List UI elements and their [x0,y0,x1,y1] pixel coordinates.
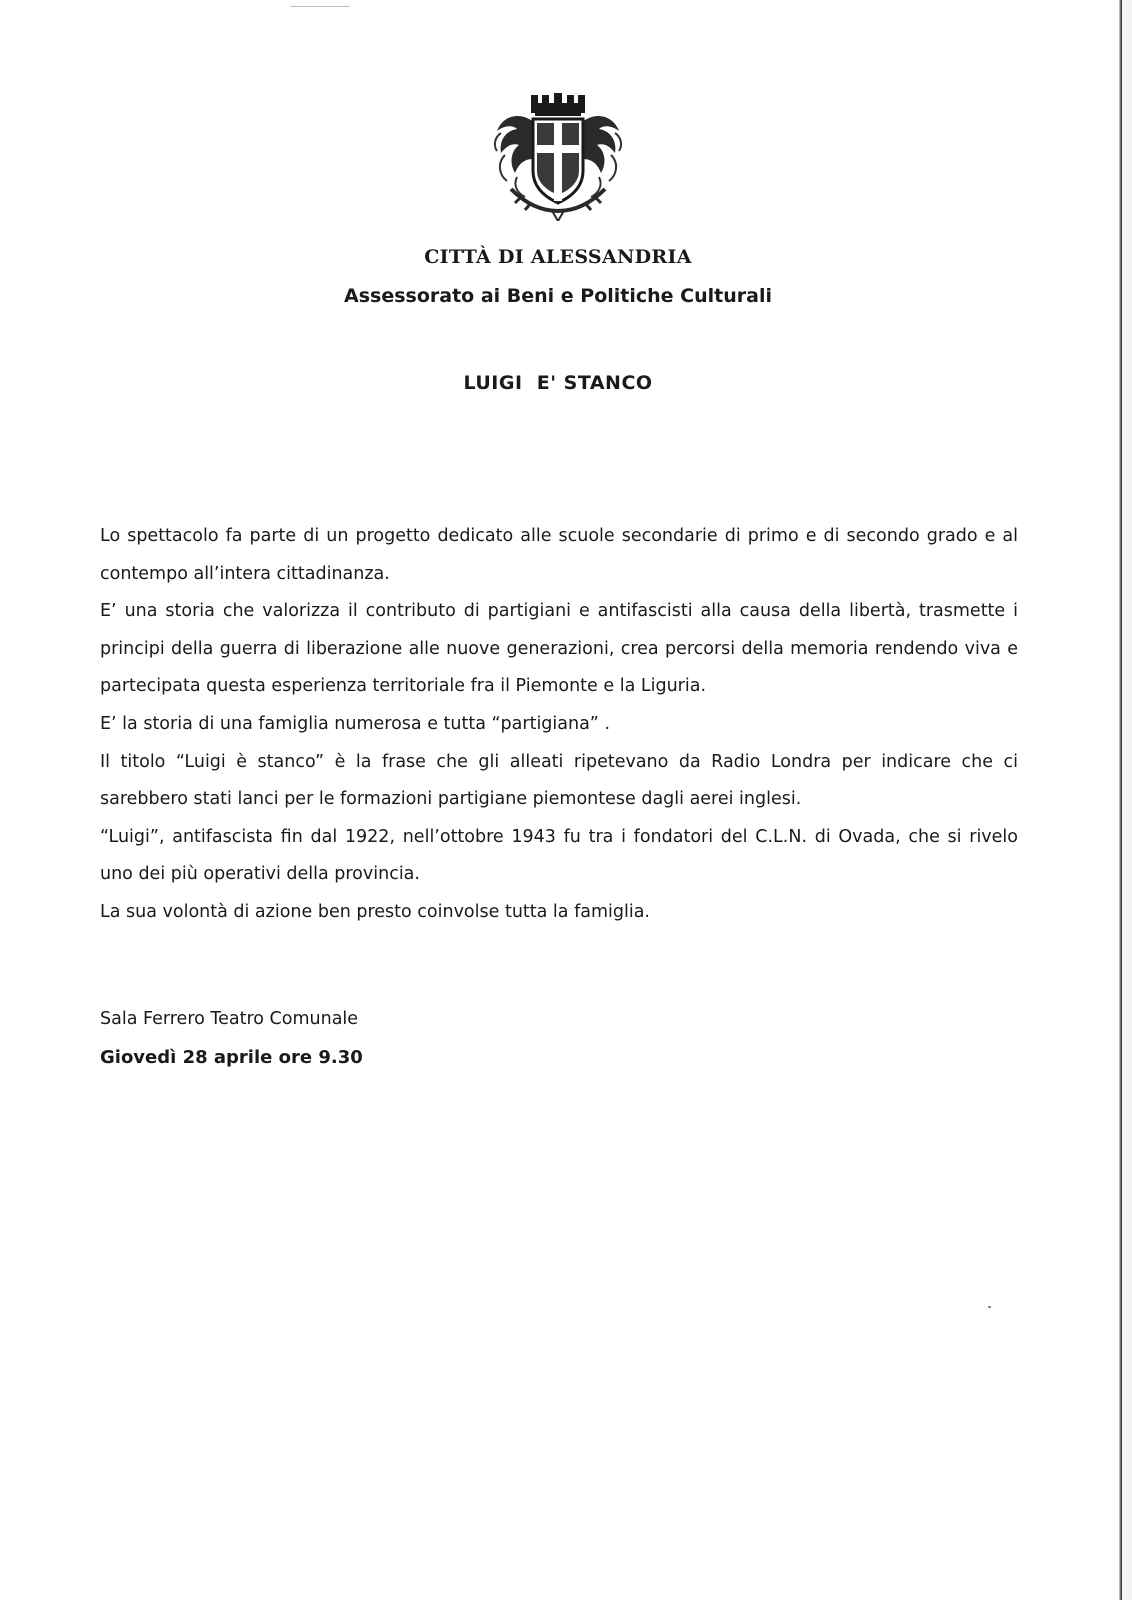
scan-speck [988,1306,991,1308]
department-name: Assessorato ai Beni e Politiche Culturali [344,285,772,307]
event-venue: Sala Ferrero Teatro Comunale [100,1009,359,1029]
event-datetime: Giovedì 28 aprile ore 9.30 [100,1047,363,1068]
description [100,518,1018,932]
paragraph: Il titolo “Luigi è stanco” è la frase che gli alleati ripetevano da Radio Londra per indicare che ci sarebbero stati lanci per le formazioni partigiane piemontese dagli aerei inglesi. [100,751,1018,810]
paragraph: E’ la storia di una famiglia numerosa e tutta “partigiana” . [100,713,611,734]
city-name: CITTÀ DI ALESSANDRIA [424,246,692,268]
event-title: LUIGI E' STANCO [463,372,653,394]
scan-edge-background [1122,0,1132,1600]
scan-mark [290,6,350,7]
paragraph: “Luigi”, antifascista fin dal 1922, nell’ottobre 1943 fu tra i fondatori del C.L.N. di Ovada, che si rivelo uno dei più operativi della provincia. [100,826,1018,885]
paragraph: E’ una storia che valorizza il contributo di partigiani e antifascisti alla causa della libertà, trasmette i principi della guerra di liberazione alle nuove generazioni, crea percorsi della memoria rendendo viva e partecipata questa esperienza territoriale fra il Piemonte e la Liguria. [100,601,1018,697]
paragraph: Lo spettacolo fa parte di un progetto dedicato alle scuole secondarie di primo e di secondo grado e al contempo all’intera cittadinanza. [100,526,1018,584]
coat-of-arms-icon [491,93,625,221]
paragraph: La sua volontà di azione ben presto coinvolse tutta la famiglia. [100,901,650,922]
scan-edge-shadow [1119,0,1122,1600]
